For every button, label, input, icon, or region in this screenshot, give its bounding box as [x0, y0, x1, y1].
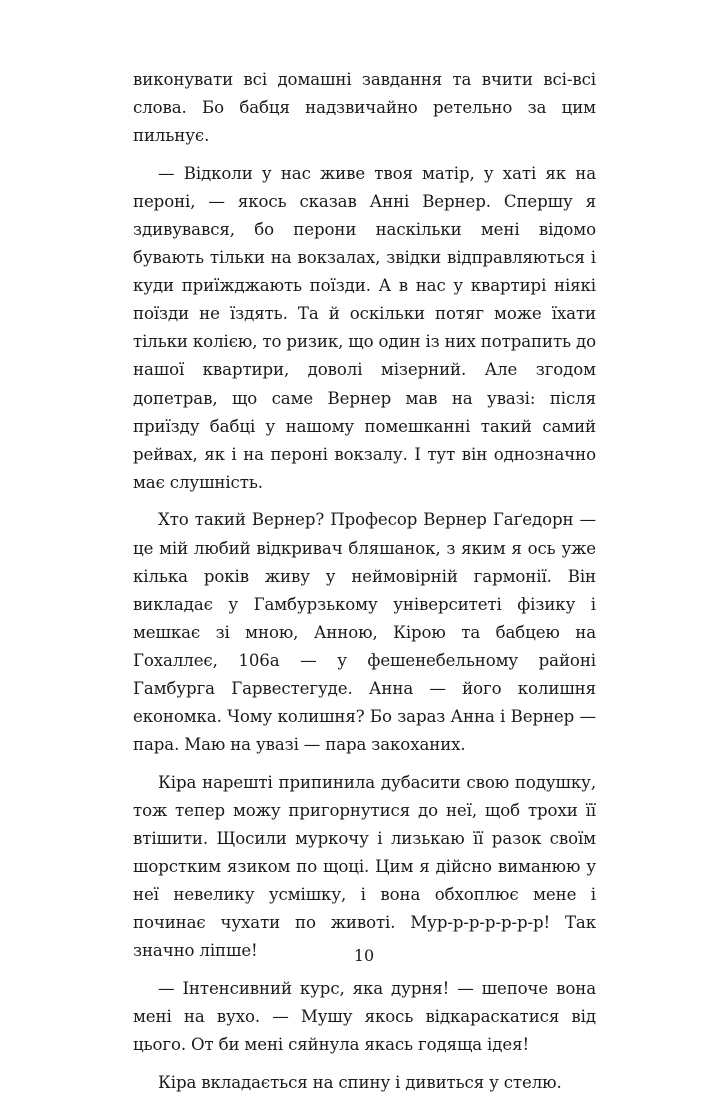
paragraph-6: Кіра вкладається на спину і дивиться у стелю. — [158, 1072, 562, 1092]
page-body — [133, 66, 596, 1097]
paragraph-3: Хто такий Вернер? Професор Вернер Гаґедорн — це мій любий відкривач бляшанок, з яким я ось уже кілька років живу у неймовірній гармонії. Він викладає у Гамбурзькому університеті фізику і мешкає зі мною, Анною, Кірою та бабцею на Гохаллеє, 106а — у фешенебельному районі Гамбурга Гарвестегуде. Анна — його колишня економка. Чому колишня? Бо зараз Анна і Вернер — пара. Маю на увазі — пара закоханих. — [133, 510, 596, 755]
paragraph-2: — Відколи у нас живе твоя матір, у хаті як на пероні, — якось сказав Анні Вернер. Спершу я здивувався, бо перони наскільки мені відомо бувають тільки на вокзалах, звідки відправляються і куди приїжджають поїзди. А в нас у квартирі ніякі поїзди не їздять. Та й оскільки потяг може їхати тільки колією, то ризик, що один із них потрапить до нашої квартири, доволі мізерний. Але згодом допетрав, що саме Вернер мав на увазі: після приїзду бабці у нашому помешканні такий самий рейвах, як і на пероні вокзалу. І тут він однозначно має слушність. — [133, 163, 596, 492]
page-number: 10 — [353, 946, 375, 965]
paragraph-1: виконувати всі домашні завдання та вчити всі-всі слова. Бо бабця надзвичайно ретельно за цим пильнує. — [133, 70, 596, 146]
paragraph-5: — Інтенсивний курс, яка дурня! — шепоче вона мені на вухо. — Мушу якось відкараскатися від цього. От би мені сяйнула якась годяща ідея! — [133, 978, 596, 1055]
paragraph-4: Кіра нарешті припинила дубасити свою подушку, тож тепер можу пригорнутися до неї, щоб трохи її втішити. Щосили муркочу і лизькаю її разок своїм шорстким язиком по щоці. Цим я дійсно виманюю у неї невелику усмішку, і вона обхоплює мене і починає чухати по животі. Мур-р-р-р-р-р-р! Так значно ліпше! — [133, 772, 596, 961]
